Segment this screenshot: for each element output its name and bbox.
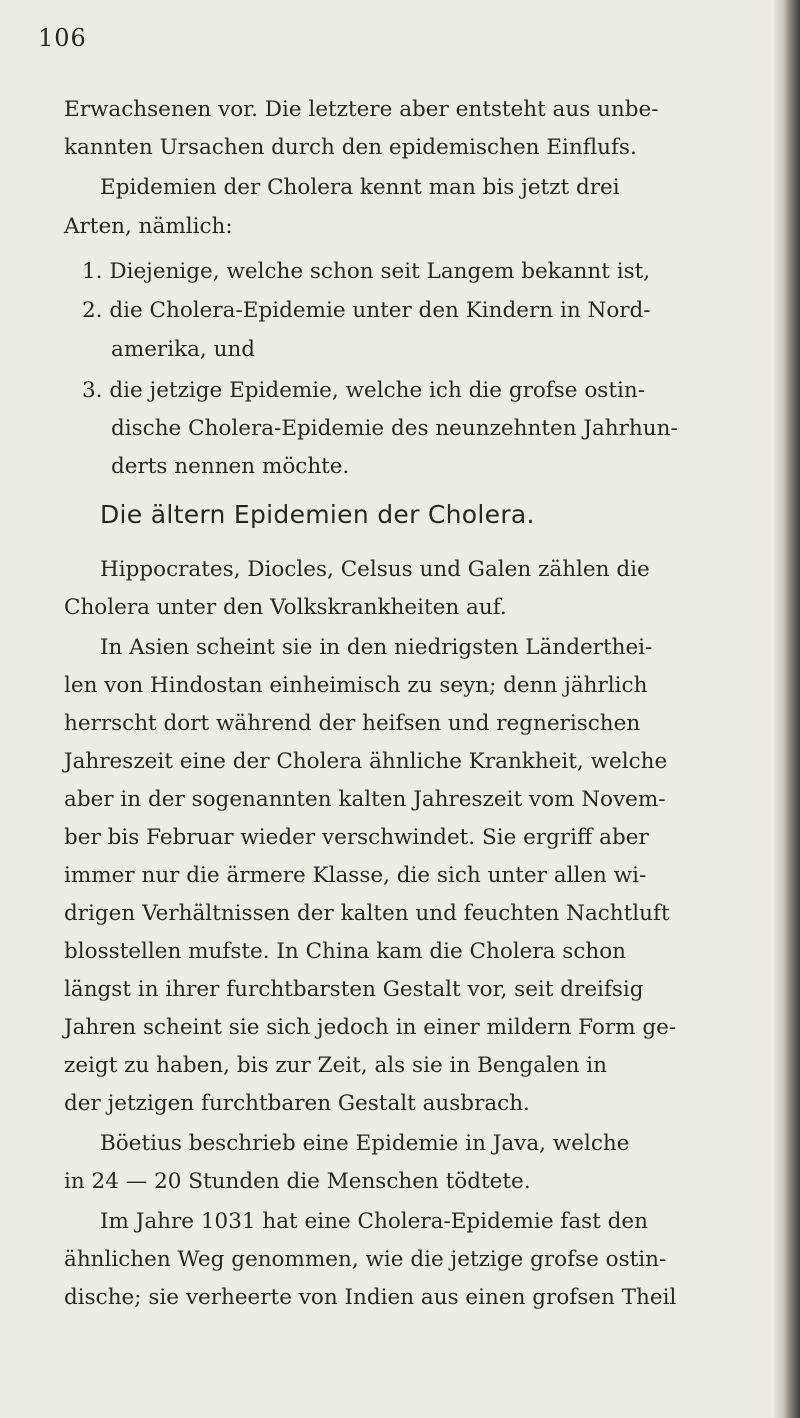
- text-line: dische Cholera-Epidemie des neunzehnten Jahrhun-: [111, 416, 678, 441]
- list-item-2: 2. die Cholera-Epidemie unter den Kindern in Nord-: [82, 298, 651, 323]
- text-line: der jetzigen furchtbaren Gestalt ausbrach.: [64, 1091, 530, 1116]
- list-item-1: 1. Diejenige, welche schon seit Langem bekannt ist,: [82, 259, 651, 284]
- text-line: Böetius beschrieb eine Epidemie in Java, welche: [100, 1131, 630, 1156]
- text-line: zeigt zu haben, bis zur Zeit, als sie in Bengalen in: [64, 1053, 608, 1078]
- text-line: blosstellen mufste. In China kam die Cholera schon: [64, 939, 627, 964]
- text-line: Hippocrates, Diocles, Celsus und Galen zählen die: [100, 557, 650, 582]
- text-line: längst in ihrer furchtbarsten Gestalt vor, seit dreifsig: [64, 977, 644, 1002]
- text-line: Cholera unter den Volkskrankheiten auf.: [64, 595, 507, 620]
- text-line: Jahren scheint sie sich jedoch in einer mildern Form ge-: [64, 1015, 677, 1040]
- text-line: aber in der sogenannten kalten Jahreszeit vom Novem-: [64, 787, 666, 812]
- text-line: Im Jahre 1031 hat eine Cholera-Epidemie fast den: [100, 1209, 648, 1234]
- text-line: derts nennen möchte.: [111, 454, 350, 479]
- text-line: dische; sie verheerte von Indien aus einen grofsen Theil: [64, 1285, 677, 1310]
- text-line: kannten Ursachen durch den epidemischen Einflufs.: [64, 135, 637, 160]
- text-line: ber bis Februar wieder verschwindet. Sie ergriff aber: [64, 825, 649, 850]
- text-line: Jahreszeit eine der Cholera ähnliche Krankheit, welche: [64, 749, 668, 774]
- text-line: amerika, und: [111, 337, 256, 362]
- page-number: 106: [38, 24, 87, 52]
- section-heading: Die ältern Epidemien der Cholera.: [100, 500, 535, 529]
- text-line: ähnlichen Weg genommen, wie die jetzige grofse ostin-: [64, 1247, 667, 1272]
- page-edge-shadow: [774, 0, 800, 1418]
- text-line: drigen Verhältnissen der kalten und feuchten Nachtluft: [64, 901, 670, 926]
- text-line: Arten, nämlich:: [64, 214, 233, 239]
- text-line: immer nur die ärmere Klasse, die sich unter allen wi-: [64, 863, 647, 888]
- text-line: in 24 — 20 Stunden die Menschen tödtete.: [64, 1169, 531, 1194]
- text-line: In Asien scheint sie in den niedrigsten Länderthei-: [100, 635, 653, 660]
- text-line: len von Hindostan einheimisch zu seyn; denn jährlich: [64, 673, 648, 698]
- text-line: Erwachsenen vor. Die letztere aber entsteht aus unbe-: [64, 97, 659, 122]
- list-item-3: 3. die jetzige Epidemie, welche ich die grofse ostin-: [82, 378, 645, 403]
- text-line: Epidemien der Cholera kennt man bis jetzt drei: [100, 175, 620, 200]
- text-line: herrscht dort während der heifsen und regnerischen: [64, 711, 641, 736]
